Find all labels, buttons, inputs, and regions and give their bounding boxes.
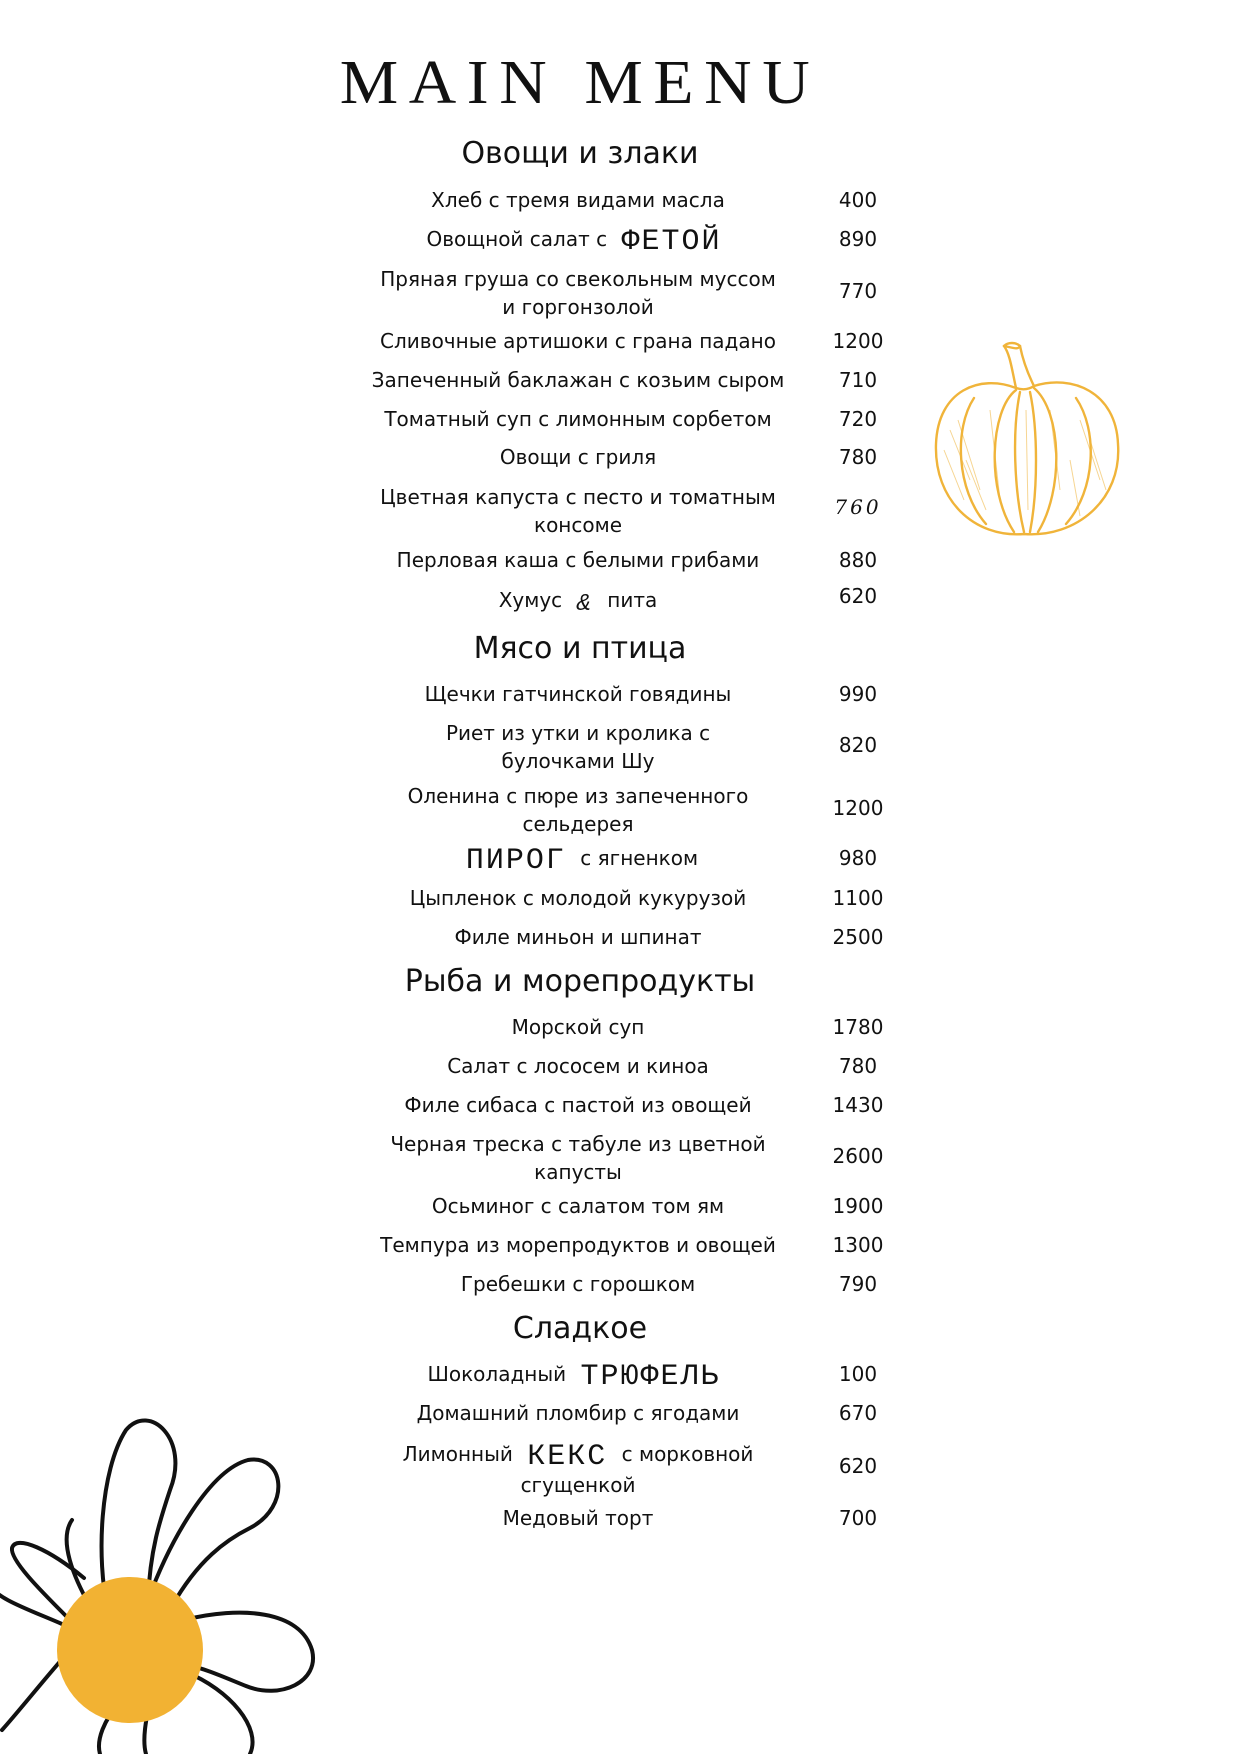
menu-item-price: 1200 xyxy=(832,329,884,353)
menu-item-price: 100 xyxy=(838,1362,878,1386)
menu-item-price: 670 xyxy=(838,1401,878,1425)
menu-item-price: 890 xyxy=(838,227,878,251)
menu-item-name: Хлеб с тремя видами масла xyxy=(431,188,725,212)
menu-item-name: Темпура из морепродуктов и овощей xyxy=(380,1233,776,1257)
handwritten-word: КЕКС xyxy=(527,1440,608,1474)
menu-item-price: 710 xyxy=(838,368,878,392)
menu-item-name: Салат с лососем и киноа xyxy=(447,1054,709,1078)
flower-center xyxy=(57,1577,203,1723)
section-title-seafood: Рыба и морепродукты xyxy=(404,964,756,999)
menu-item-price: 990 xyxy=(838,682,878,706)
menu-item-name: Пряная груша со свекольным муссом и горгонзолой xyxy=(380,267,776,319)
menu-item-name: Овощи с гриля xyxy=(499,445,657,469)
menu-item-name: Щечки гатчинской говядины xyxy=(424,682,732,706)
section-title-vegetables: Овощи и злаки xyxy=(461,136,699,171)
menu-item-price: 1100 xyxy=(832,886,884,910)
menu-item-name: Оленина с пюре из запеченного сельдерея xyxy=(407,784,749,836)
menu-item-name: Цветная капуста с песто и томатным консоме xyxy=(380,485,776,537)
menu-item-name: Медовый торт xyxy=(502,1506,654,1530)
handwritten-word: ПИРОГ xyxy=(465,844,566,878)
menu-item-price: 880 xyxy=(838,548,878,572)
menu-item-name: Риет из утки и кролика с булочками Шу xyxy=(445,721,711,773)
menu-item-price: 700 xyxy=(838,1506,878,1530)
menu-item-name: Домашний пломбир с ягодами xyxy=(416,1401,740,1425)
pumpkin-icon xyxy=(930,340,1125,540)
menu-item-price: 400 xyxy=(838,188,878,212)
menu-item-price: 2600 xyxy=(832,1144,884,1168)
handwritten-ampersand: & xyxy=(576,591,593,618)
menu-item-name: Шоколадный ТРЮФЕЛЬ xyxy=(368,1360,788,1391)
menu-item-price: 760 xyxy=(834,495,882,519)
menu-item-price: 1200 xyxy=(832,796,884,820)
menu-item-name: Томатный суп с лимонным сорбетом xyxy=(384,407,772,431)
menu-item-name: Филе сибаса с пастой из овощей xyxy=(404,1093,752,1117)
menu-item-price: 620 xyxy=(838,584,878,608)
menu-item-name: Перловая каша с белыми грибами xyxy=(396,548,760,572)
menu-item-price: 770 xyxy=(838,279,878,303)
menu-item-price: 820 xyxy=(838,733,878,757)
daisy-flower-icon xyxy=(0,1410,320,1754)
page-title: MAIN MENU xyxy=(339,49,821,117)
menu-item-price: 1430 xyxy=(832,1093,884,1117)
menu-item-price: 1780 xyxy=(832,1015,884,1039)
menu-item-name: Хумус & пита xyxy=(498,588,658,618)
menu-item-price: 780 xyxy=(838,1054,878,1078)
menu-item-name: Лимонный КЕКС с морковной сгущенкой xyxy=(402,1440,754,1497)
menu-item-name: Гребешки с горошком xyxy=(460,1272,696,1296)
section-title-desserts: Сладкое xyxy=(512,1311,648,1346)
handwritten-word: ТРЮФЕЛЬ xyxy=(580,1360,721,1394)
menu-item-price: 780 xyxy=(838,445,878,469)
menu-item-price: 620 xyxy=(838,1454,878,1478)
menu-item-name: Запеченный баклажан с козьим сыром xyxy=(371,368,785,392)
section-title-meat: Мясо и птица xyxy=(473,631,687,666)
menu-item-price: 1300 xyxy=(832,1233,884,1257)
menu-item-price: 1900 xyxy=(832,1194,884,1218)
handwritten-word: ФЕТОЙ xyxy=(621,225,722,259)
menu-item-name: Филе миньон и шпинат xyxy=(454,925,702,949)
menu-item-name: Сливочные артишоки с грана падано xyxy=(380,329,776,353)
menu-item-name: Морской суп xyxy=(511,1015,645,1039)
menu-item-name: Овощной салат с ФЕТОЙ xyxy=(368,225,788,256)
menu-item-price: 790 xyxy=(838,1272,878,1296)
menu-item-name: ПИРОГ с ягненком xyxy=(368,844,788,875)
menu-item-price: 2500 xyxy=(832,925,884,949)
menu-item-price: 720 xyxy=(838,407,878,431)
menu-item-price: 980 xyxy=(838,846,878,870)
menu-item-name: Черная треска с табуле из цветной капусты xyxy=(390,1132,766,1184)
menu-item-name: Осьминог с салатом том ям xyxy=(431,1194,725,1218)
menu-item-name: Цыпленок с молодой кукурузой xyxy=(409,886,747,910)
